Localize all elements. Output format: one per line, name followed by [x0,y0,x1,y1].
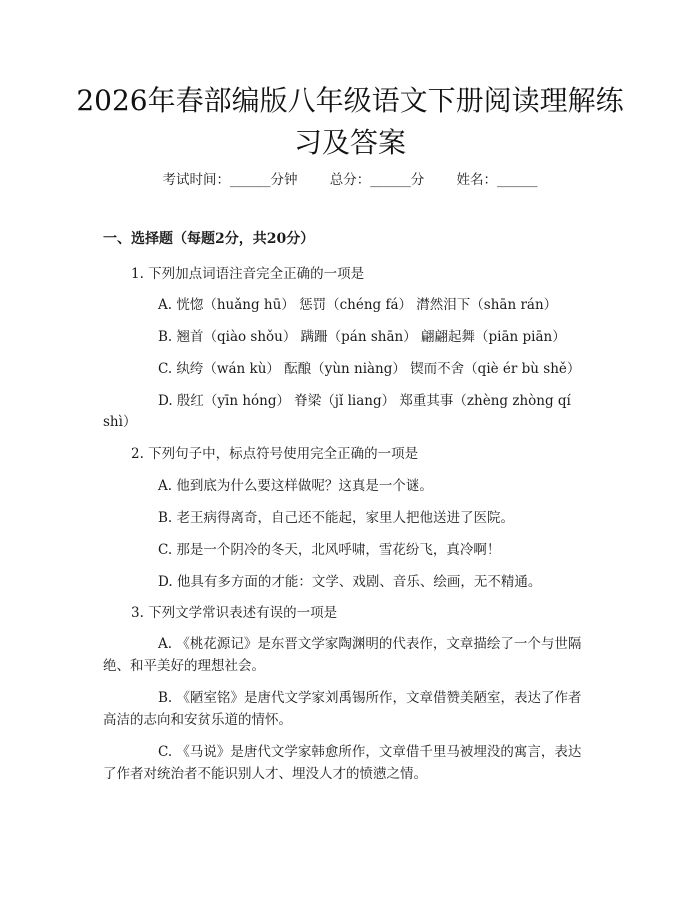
option-c: C. 那是一个阴冷的冬天，北风呼啸，雪花纷飞，真冷啊！ [158,542,501,558]
option-b: B. 老王病得离奇，自己还不能起，家里人把他送进了医院。 [158,510,515,526]
section-heading: 一、选择题（每题2分，共20分） [103,231,315,247]
option-a: A. 恍惚（huǎng hū） 惩罚（chéng fá） 潸然泪下（shān rán） [158,297,558,313]
option-c-continued: 了作者对统治者不能识别人才、埋没人才的愤懑之情。 [103,766,427,782]
document-title [60,80,640,164]
option-b-continued: 高洁的志向和安贫乐道的情怀。 [103,712,292,728]
option-a: A. 他到底为什么要这样做呢？这真是一个谜。 [158,478,433,494]
option-d: D. 殷红（yīn hóng） 脊梁（jǐ liang） 郑重其事（zhèng zhòng qí [158,393,571,409]
option-a-continued: 绝、和平美好的理想社会。 [103,658,265,674]
option-c: C. 纨绔（wán kù） 酝酿（yùn niàng） 锲而不舍（qiè ér bù shě） [158,361,581,377]
exam-info [0,168,700,188]
option-d-continued: shì） [103,414,137,430]
exam-time: 考试时间：______分钟 [162,172,298,188]
option-a: A. 《桃花源记》是东晋文学家陶渊明的代表作，文章描绘了一个与世隔 [158,636,582,652]
exam-name: 姓名：______ [456,172,538,188]
option-c: C. 《马说》是唐代文学家韩愈所作，文章借千里马被埋没的寓言，表达 [158,744,582,760]
option-d: D. 他具有多方面的才能：文学、戏剧、音乐、绘画，无不精通。 [158,574,542,590]
question-stem: 2. 下列句子中，标点符号使用完全正确的一项是 [131,446,419,462]
title-line-2: 习及答案 [293,126,406,159]
exam-score: 总分：______分 [329,172,425,188]
question-stem: 1. 下列加点词语注音完全正确的一项是 [131,266,365,282]
title-line-1: 2026年春部编版八年级语文下册阅读理解练 [76,84,624,117]
option-b: B. 翘首（qiào shǒu） 蹒跚（pán shān） 翩翩起舞（piān piān） [158,329,566,345]
question-stem: 3. 下列文学常识表述有误的一项是 [131,605,338,621]
option-b: B. 《陋室铭》是唐代文学家刘禹锡所作，文章借赞美陋室，表达了作者 [158,690,582,706]
